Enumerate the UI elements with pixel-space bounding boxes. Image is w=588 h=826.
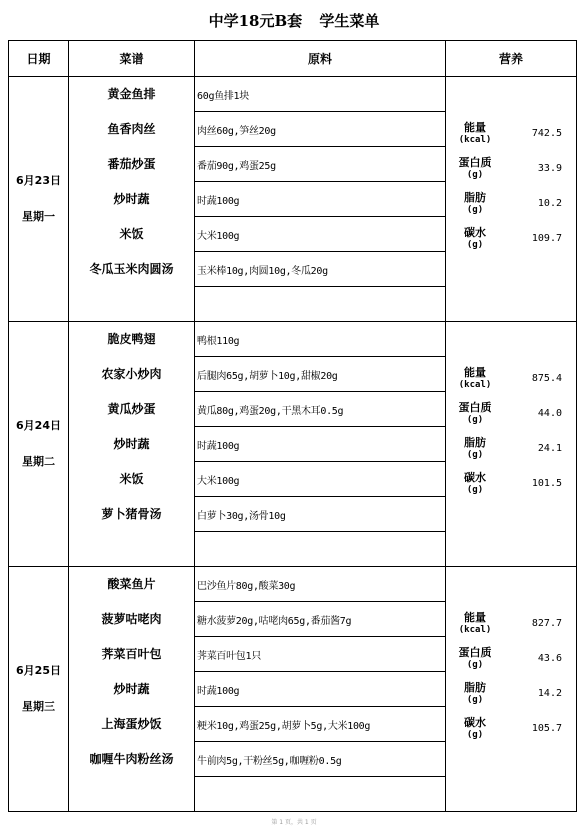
ingredient-row — [9, 567, 577, 602]
nutrition-fat-value: 24.1 — [537, 443, 562, 454]
nutrient-name: 蛋白质 — [458, 155, 492, 169]
dish-name: 鱼香肉丝 — [107, 122, 156, 136]
nutrition-energy-label — [446, 121, 504, 147]
header-date: 日期 — [9, 41, 69, 77]
nutrition-cell — [446, 77, 577, 322]
ingredient-cell: 荠菜百叶包1只 — [195, 637, 446, 672]
nutrient-name: 脂肪 — [464, 680, 486, 694]
ingredient-cell: 糖水菠萝20g,咕咾肉65g,番茄酱7g — [195, 602, 446, 637]
nutrient-unit: (kcal) — [458, 134, 492, 145]
nutrition-energy-label — [446, 611, 504, 637]
dish-name: 萝卜猪骨汤 — [101, 507, 162, 521]
nutrition-energy-value: 742.5 — [531, 128, 562, 139]
nutrition-carb-label — [446, 471, 504, 497]
dish-name: 咖喱牛肉粉丝汤 — [89, 752, 174, 766]
dish-name: 米饭 — [119, 472, 144, 486]
header-ingredient: 原料 — [195, 41, 446, 77]
ingredient-cell: 白萝卜30g,汤骨10g — [195, 497, 446, 532]
title-school: 中学18元B套 — [208, 12, 303, 30]
nutrition-energy — [446, 361, 576, 396]
nutrition-cell — [446, 567, 577, 812]
ingredient-cell: 时蔬100g — [195, 672, 446, 707]
ingredient-cell — [195, 777, 446, 812]
page-footer: 第 1 页，共 1 页 — [271, 819, 317, 826]
nutrition-fat-value: 14.2 — [537, 688, 562, 699]
nutrition-carb — [446, 221, 576, 256]
dish-name: 炒时蔬 — [113, 682, 150, 696]
dish-list — [69, 77, 195, 322]
nutrition-protein-label — [446, 156, 504, 182]
nutrition-carb — [446, 711, 576, 746]
dish-name: 上海蛋炒饭 — [101, 717, 162, 731]
nutrition-protein-value: 33.9 — [537, 163, 562, 174]
ingredient-cell: 巴沙鱼片80g,酸菜30g — [195, 567, 446, 602]
nutrition-carb-label — [446, 716, 504, 742]
day-date: 6月23日 — [16, 174, 61, 187]
nutrient-name: 能量 — [464, 120, 486, 134]
nutrient-unit: (g) — [466, 449, 484, 460]
dish-name: 炒时蔬 — [113, 437, 150, 451]
ingredient-cell: 大米100g — [195, 217, 446, 252]
ingredient-cell: 牛前肉5g,干粉丝5g,咖喱粉0.5g — [195, 742, 446, 777]
nutrition-protein-label — [446, 646, 504, 672]
nutrient-name: 碳水 — [464, 225, 486, 239]
page-title — [0, 10, 588, 31]
nutrition-carb-value: 101.5 — [531, 478, 562, 489]
dish-name: 炒时蔬 — [113, 192, 150, 206]
ingredient-cell: 黄瓜80g,鸡蛋20g,干黑木耳0.5g — [195, 392, 446, 427]
ingredient-cell: 鸭根110g — [195, 322, 446, 357]
nutrient-name: 蛋白质 — [458, 645, 492, 659]
ingredient-cell: 玉米棒10g,肉圆10g,冬瓜20g — [195, 252, 446, 287]
nutrition-carb-value: 105.7 — [531, 723, 562, 734]
nutrient-unit: (kcal) — [458, 624, 492, 635]
nutrient-unit: (g) — [466, 694, 484, 705]
day-date: 6月25日 — [16, 664, 61, 677]
day-weekday: 星期一 — [22, 210, 55, 223]
nutrient-name: 蛋白质 — [458, 400, 492, 414]
nutrient-name: 能量 — [464, 365, 486, 379]
nutrient-unit: (g) — [466, 729, 484, 740]
nutrition-fat-label — [446, 436, 504, 462]
ingredient-cell — [195, 287, 446, 322]
ingredient-cell — [195, 532, 446, 567]
dish-name: 酸菜鱼片 — [107, 577, 156, 591]
nutrient-unit: (g) — [466, 659, 484, 670]
nutrition-protein-value: 44.0 — [537, 408, 562, 419]
nutrition-carb-value: 109.7 — [531, 233, 562, 244]
nutrient-unit: (g) — [466, 484, 484, 495]
header-nutrition: 营养 — [446, 41, 577, 77]
nutrition-fat — [446, 431, 576, 466]
day-date-cell — [9, 77, 69, 322]
day-date-cell — [9, 322, 69, 567]
nutrient-unit: (g) — [466, 204, 484, 215]
nutrition-energy-value: 875.4 — [531, 373, 562, 384]
ingredient-cell: 粳米10g,鸡蛋25g,胡萝卜5g,大米100g — [195, 707, 446, 742]
nutrition-protein-label — [446, 401, 504, 427]
nutrition-fat — [446, 676, 576, 711]
nutrient-unit: (g) — [466, 169, 484, 180]
day-weekday: 星期三 — [22, 700, 55, 713]
nutrient-name: 脂肪 — [464, 435, 486, 449]
nutrient-unit: (kcal) — [458, 379, 492, 390]
ingredient-cell: 60g鱼排1块 — [195, 77, 446, 112]
nutrient-name: 脂肪 — [464, 190, 486, 204]
nutrient-name: 碳水 — [464, 715, 486, 729]
dish-name: 脆皮鸭翅 — [107, 332, 156, 346]
nutrition-cell — [446, 322, 577, 567]
nutrition-protein — [446, 396, 576, 431]
dish-name: 米饭 — [119, 227, 144, 241]
nutrition-carb — [446, 466, 576, 501]
menu-table — [8, 40, 577, 812]
nutrition-protein-value: 43.6 — [537, 653, 562, 664]
dish-name: 番茄炒蛋 — [107, 157, 156, 171]
header-dish: 菜谱 — [69, 41, 195, 77]
dish-name: 菠萝咕咾肉 — [101, 612, 162, 626]
ingredient-row — [9, 322, 577, 357]
ingredient-cell: 大米100g — [195, 462, 446, 497]
ingredient-cell: 后腿肉65g,胡萝卜10g,甜椒20g — [195, 357, 446, 392]
nutrition-protein — [446, 151, 576, 186]
dish-list — [69, 567, 195, 812]
nutrition-fat — [446, 186, 576, 221]
ingredient-cell: 时蔬100g — [195, 427, 446, 462]
ingredient-cell: 时蔬100g — [195, 182, 446, 217]
nutrient-name: 能量 — [464, 610, 486, 624]
nutrient-unit: (g) — [466, 239, 484, 250]
dish-list — [69, 322, 195, 567]
nutrition-energy-value: 827.7 — [531, 618, 562, 629]
dish-name: 黄瓜炒蛋 — [107, 402, 156, 416]
nutrition-fat-value: 10.2 — [537, 198, 562, 209]
dish-name: 农家小炒肉 — [101, 367, 162, 381]
nutrient-unit: (g) — [466, 414, 484, 425]
nutrition-fat-label — [446, 681, 504, 707]
nutrition-energy — [446, 606, 576, 641]
header-row — [9, 41, 577, 77]
nutrition-energy-label — [446, 366, 504, 392]
day-weekday: 星期二 — [22, 455, 55, 468]
nutrition-energy — [446, 116, 576, 151]
title-menu: 学生菜单 — [319, 12, 380, 30]
day-date-cell — [9, 567, 69, 812]
dish-name: 黄金鱼排 — [107, 87, 156, 101]
nutrition-fat-label — [446, 191, 504, 217]
nutrient-name: 碳水 — [464, 470, 486, 484]
ingredient-row — [9, 77, 577, 112]
ingredient-cell: 肉丝60g,笋丝20g — [195, 112, 446, 147]
nutrition-protein — [446, 641, 576, 676]
nutrition-carb-label — [446, 226, 504, 252]
day-date: 6月24日 — [16, 419, 61, 432]
dish-name: 荠菜百叶包 — [101, 647, 162, 661]
ingredient-cell: 番茄90g,鸡蛋25g — [195, 147, 446, 182]
dish-name: 冬瓜玉米肉圆汤 — [89, 262, 174, 276]
